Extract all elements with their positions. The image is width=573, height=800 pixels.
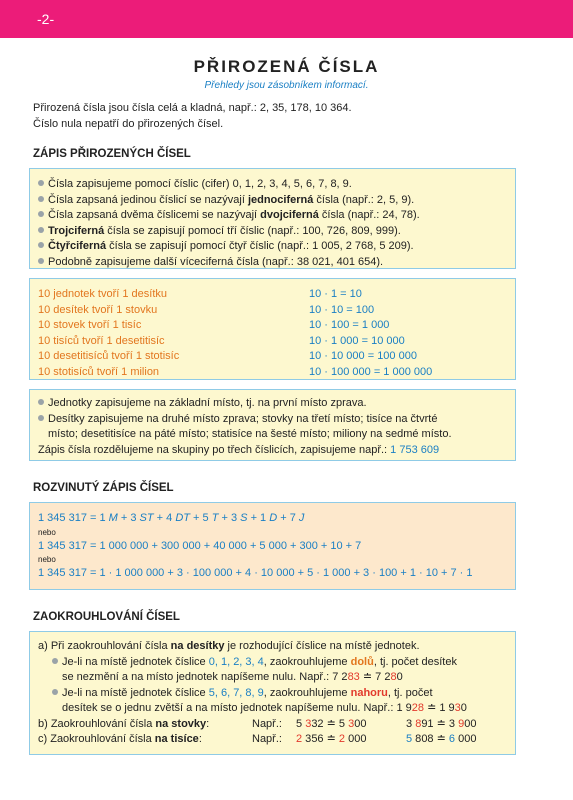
rounding-box [29,631,516,755]
header-bar [0,0,573,38]
bullet-icon [38,415,44,421]
bullet-two-digit: Čísla zapsaná dvěma číslicemi se nazývají dvojciferná čísla (např.: 24, 78). [38,208,515,224]
section-heading-rounding: ZAOKROUHLOVÁNÍ ČÍSEL [33,611,180,623]
place-value-row: 10 stotisíců tvoří 1 milion 10 · 100 000 = 1 000 000 [38,365,433,378]
place-value-row: 10 desítek tvoří 1 stovku 10 · 10 = 100 [38,303,375,316]
rounding-hundreds-example-1: 5 332 ≐ 5 300 [296,717,367,730]
bullet-icon [38,211,44,217]
intro-line-1: Přirozená čísla jsou čísla celá a kladná, např.: 2, 35, 178, 10 364. [33,102,352,114]
digits-box [29,168,516,269]
or-label: nebo [38,555,56,564]
or-label: nebo [38,527,56,537]
expanded-line-products: 1 345 317 = 1 · 1 000 000 + 3 · 100 000 + 4 · 10 000 + 5 · 1 000 + 3 · 100 + 1 · 10 + 7 · 1 [38,567,473,579]
expanded-notation-box [29,502,516,590]
position-continued: místo; desetitisíce na páté místo; statisíce na šesté místo; miliony na sedmé místo. [48,428,452,440]
rounding-hundreds: b) Zaokrouhlování čísla na stovky: Např.: 5 332 ≐ 5 300 3 891 ≐ 3 900 [38,717,515,733]
bullet-icon [38,227,44,233]
rounding-down-example: se nezmění a na místo jednotek napíšeme nulu. Např.: 7 283 ≐ 7 280 [62,671,403,683]
bullet-icon [52,658,58,664]
rounding-tens-rule: a) Při zaokrouhlování čísla na desítky je rozhodující číslice na místě jednotek. [38,640,420,652]
section-heading-expanded: ROZVINUTÝ ZÁPIS ČÍSEL [33,482,174,494]
rounding-down-rule: Je-li na místě jednotek číslice 0, 1, 2, 3, 4, zaokrouhlujeme dolů, tj. počet desítek [38,655,515,671]
bullet-three-digit: Trojciferná čísla se zapisují pomocí tří číslic (např.: 100, 726, 809, 999). [38,224,515,240]
rounding-hundreds-example-2: 3 891 ≐ 3 900 [406,717,477,730]
expanded-line-letters: 1 345 317 = 1 M + 3 ST + 4 DT + 5 T + 3 S + 1 D + 7 J [38,512,305,524]
bullet-icon [38,242,44,248]
bullet-icon [38,399,44,405]
bullet-icon [52,689,58,695]
bullet-icon [38,258,44,264]
position-tens: Desítky zapisujeme na druhé místo zprava; stovky na třetí místo; tisíce na čtvrté [38,412,515,428]
rounding-up-rule: Je-li na místě jednotek číslice 5, 6, 7, 8, 9, zaokrouhlujeme nahoru, tj. počet [38,686,515,702]
expanded-line-sum: 1 345 317 = 1 000 000 + 300 000 + 40 000 + 5 000 + 300 + 10 + 7 [38,539,362,552]
place-value-row: 10 stovek tvoří 1 tisíc 10 · 100 = 1 000 [38,319,390,331]
rounding-thousands-example-1: 2 356 ≐ 2 000 [296,733,367,745]
rounding-thousands-example-2: 5 808 ≐ 6 000 [406,733,477,745]
bullet-icon [38,180,44,186]
page-subtitle: Přehledy jsou zásobníkem informací. [204,80,369,91]
bullet-four-digit: Čtyřciferná čísla se zapisují pomocí čtyř číslic (např.: 1 005, 2 768, 5 209). [38,239,515,255]
intro-text [33,100,352,132]
rounding-up-example: desítek se o jednu zvětší a na místo jednotek napíšeme nulu. Např.: 1 928 ≐ 1 930 [62,702,467,714]
place-position-box [29,389,516,461]
position-groups: Zápis čísla rozdělujeme na skupiny po třech číslicích, zapisujeme např.: 1 753 609 [38,443,440,456]
place-value-row: 10 desetitisíců tvoří 1 stotisíc 10 · 10 000 = 100 000 [38,350,417,362]
bullet-digits: Čísla zapisujeme pomocí číslic (cifer) 0, 1, 2, 3, 4, 5, 6, 7, 8, 9. [38,177,515,193]
position-units: Jednotky zapisujeme na základní místo, tj. na první místo zprava. [38,396,515,412]
intro-line-2: Číslo nula nepatří do přirozených čísel. [33,118,224,130]
section-heading-notation: ZÁPIS PŘIROZENÝCH ČÍSEL [33,148,191,160]
bullet-multi-digit: Podobně zapisujeme další víceciferná čísla (např.: 38 021, 401 654). [38,255,515,271]
page-title: PŘIROZENÁ ČÍSLA [193,57,380,76]
page-number: -2- [37,11,55,27]
place-value-box [29,278,516,380]
bullet-icon [38,196,44,202]
rounding-thousands: c) Zaokrouhlování čísla na tisíce: Např.: 2 356 ≐ 2 000 5 808 ≐ 6 000 [38,732,515,748]
place-value-row: 10 tisíců tvoří 1 desetitisíc 10 · 1 000 = 10 000 [38,334,405,347]
bullet-one-digit: Čísla zapsaná jedinou číslicí se nazývají jednociferná čísla (např.: 2, 5, 9). [38,193,515,209]
place-value-row: 10 jednotek tvoří 1 desítku 10 · 1 = 10 [38,288,362,300]
